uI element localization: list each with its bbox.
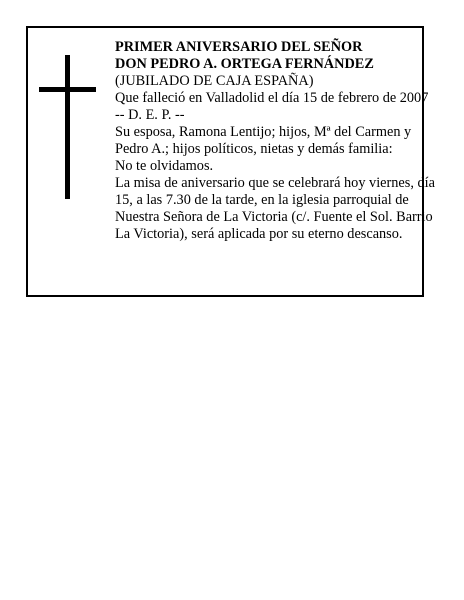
cross-horizontal-bar xyxy=(39,87,96,92)
notice-family-line2: Pedro A.; hijos políticos, nietas y demás familia: xyxy=(115,141,393,157)
cross-icon xyxy=(39,55,99,199)
notice-subheading: (JUBILADO DE CAJA ESPAÑA) xyxy=(115,73,314,89)
notice-death-info: Que falleció en Valladolid el día 15 de febrero de 2007 xyxy=(115,90,429,106)
cross-vertical-bar xyxy=(65,55,70,199)
notice-mass-line2: 15, a las 7.30 de la tarde, en la iglesia parroquial de xyxy=(115,192,409,208)
obituary-notice xyxy=(26,26,435,297)
notice-mass-line1: La misa de aniversario que se celebrará hoy viernes, día xyxy=(115,175,435,191)
notice-text xyxy=(115,39,435,243)
notice-rip: -- D. E. P. -- xyxy=(115,107,185,123)
notice-heading-line1: PRIMER ANIVERSARIO DEL SEÑOR xyxy=(115,39,363,55)
notice-mass-line4: La Victoria), será aplicada por su eterno descanso. xyxy=(115,226,403,242)
notice-remembrance: No te olvidamos. xyxy=(115,158,214,174)
notice-family-line1: Su esposa, Ramona Lentijo; hijos, Mª del Carmen y xyxy=(115,124,412,140)
notice-mass-line3: Nuestra Señora de La Victoria (c/. Fuente el Sol. Barrio xyxy=(115,209,433,225)
notice-heading-line2: DON PEDRO A. ORTEGA FERNÁNDEZ xyxy=(115,56,374,72)
